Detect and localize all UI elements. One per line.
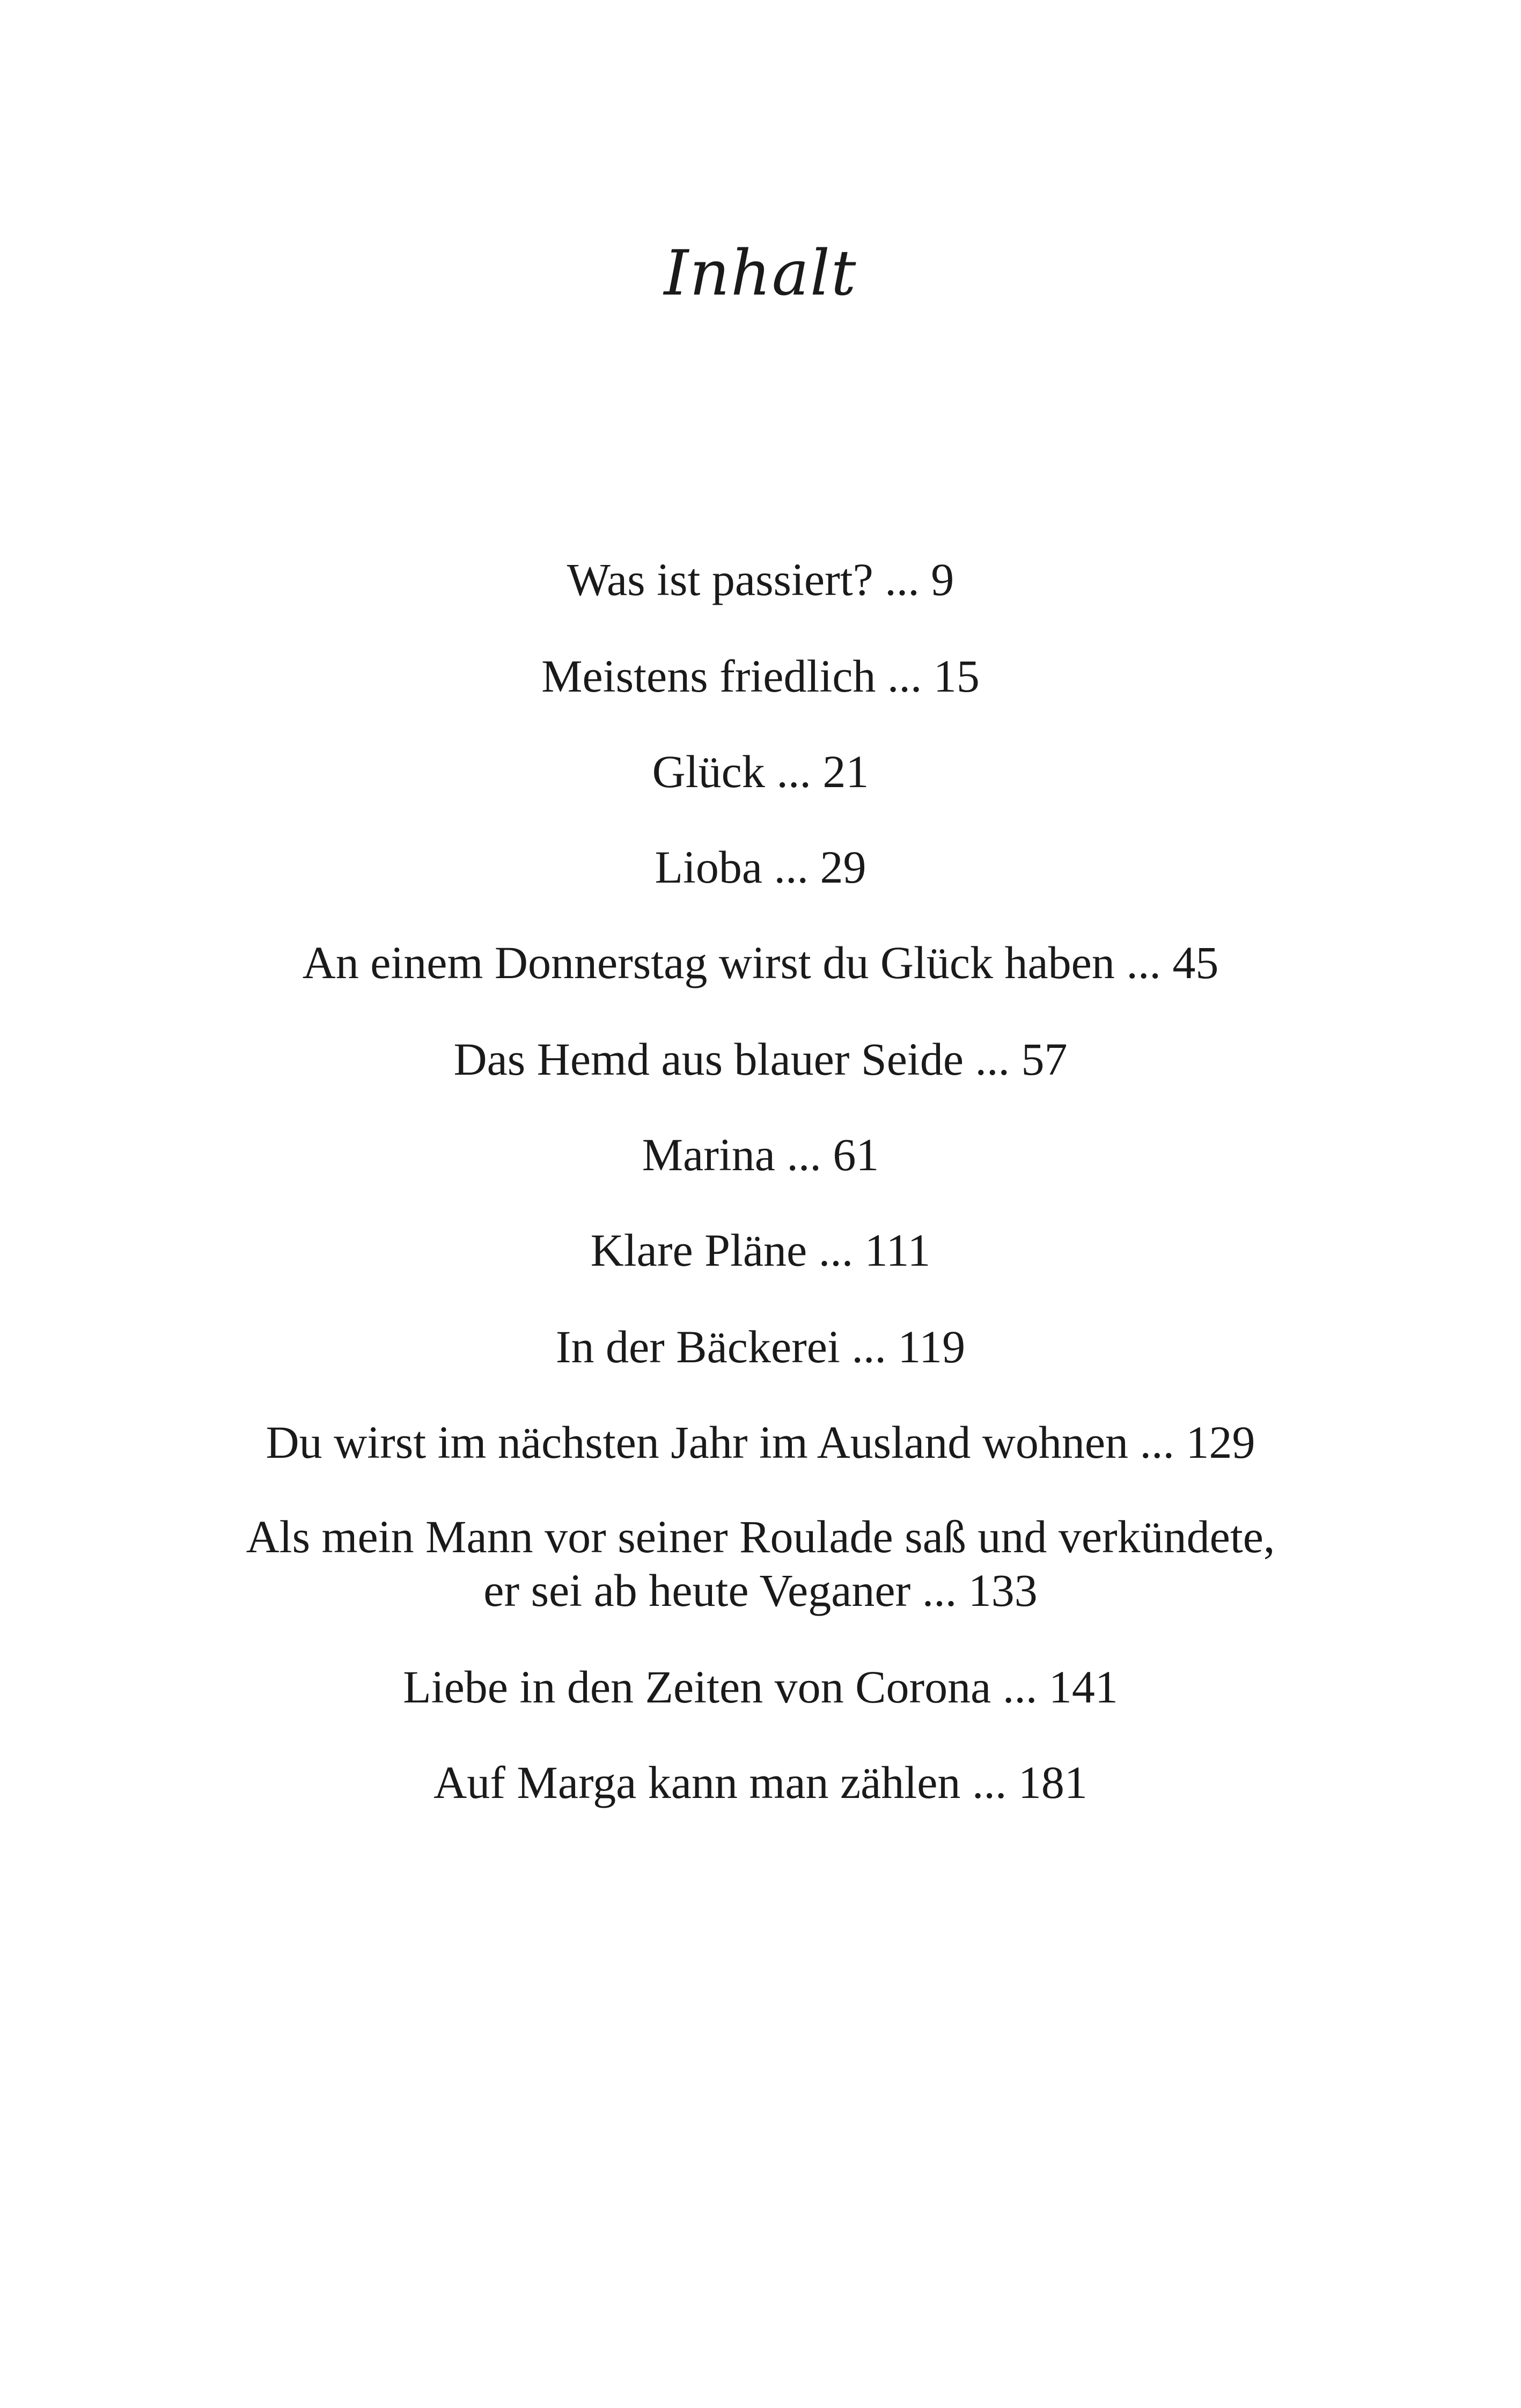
toc-entry-text: Das Hemd aus blauer Seide ... 57 — [453, 1033, 1068, 1085]
toc-entry-text: er sei ab heute Veganer ... 133 — [483, 1565, 1038, 1616]
toc-entry-text: An einem Donnerstag wirst du Glück haben ... 45 — [302, 937, 1219, 988]
toc-entry — [0, 553, 1521, 606]
toc-entry-text: Marina ... 61 — [642, 1129, 879, 1180]
page-title: Inhalt — [664, 237, 857, 310]
toc-entry — [0, 1320, 1521, 1374]
toc-entry — [0, 1510, 1521, 1617]
toc-entry-text: Liebe in den Zeiten von Corona ... 141 — [403, 1661, 1118, 1713]
toc-entry — [0, 1128, 1521, 1181]
toc-entry-text: Was ist passiert? ... 9 — [567, 554, 954, 605]
toc-entry — [0, 649, 1521, 703]
toc-entry — [0, 840, 1521, 894]
toc-entry-text: In der Bäckerei ... 119 — [555, 1321, 966, 1372]
toc-entry — [0, 1032, 1521, 1086]
toc-entry-text: Du wirst im nächsten Jahr im Ausland wohnen ... 129 — [266, 1416, 1255, 1468]
toc-entry — [0, 936, 1521, 989]
toc-entry-text: Auf Marga kann man zählen ... 181 — [433, 1757, 1088, 1808]
toc-entry-text: Lioba ... 29 — [655, 841, 866, 893]
toc-entry — [0, 1415, 1521, 1469]
toc-entry — [0, 1756, 1521, 1809]
toc-entry-text: Glück ... 21 — [652, 746, 869, 797]
toc-entry-text: Als mein Mann vor seiner Roulade saß und verkündete, — [246, 1511, 1275, 1562]
toc-entry-text: Klare Pläne ... 111 — [590, 1224, 931, 1276]
toc-entry-text: Meistens friedlich ... 15 — [541, 650, 980, 702]
toc-entry — [0, 1660, 1521, 1714]
toc-entry — [0, 1223, 1521, 1277]
toc-entry — [0, 745, 1521, 798]
